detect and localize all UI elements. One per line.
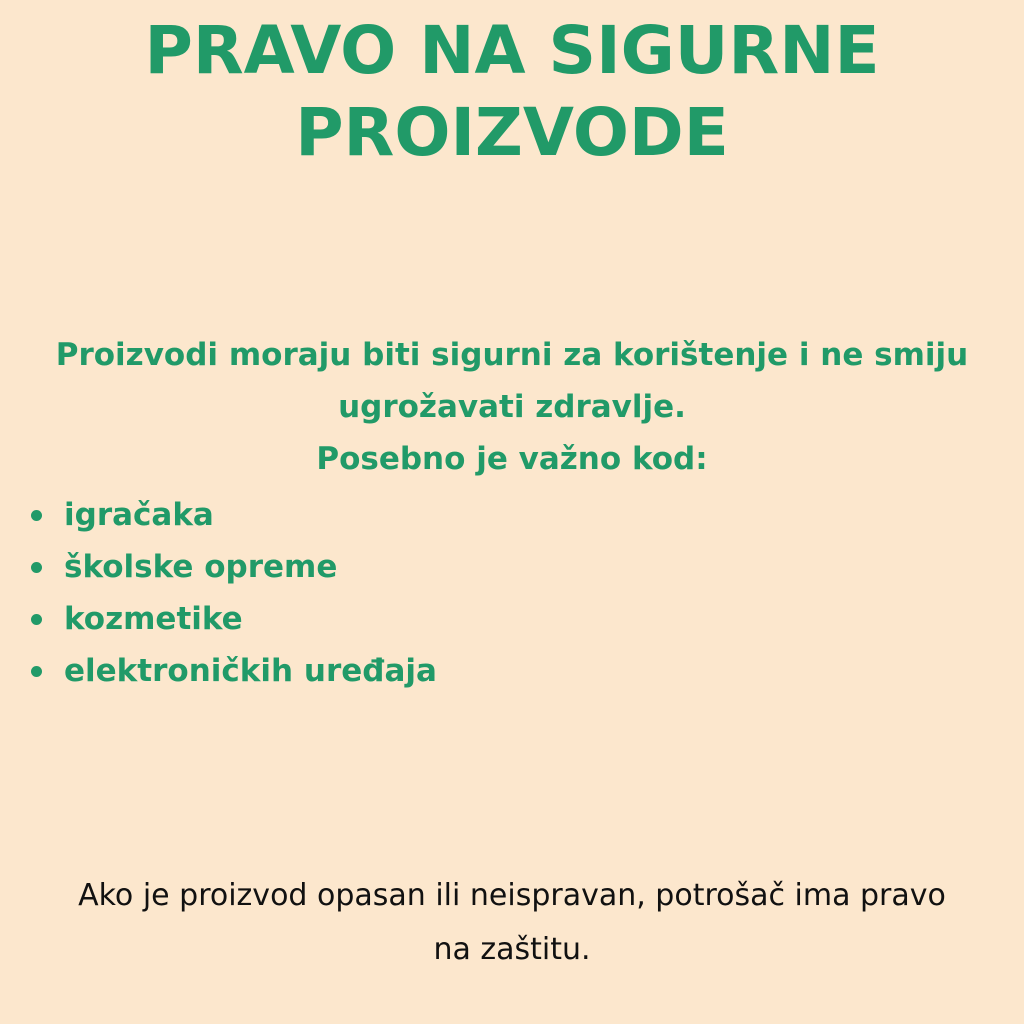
- intro-line-2: ugrožavati zdravlje.: [338, 389, 686, 425]
- list-item: [22, 489, 437, 541]
- intro-line-1: Proizvodi moraju biti sigurni za korištenje i ne smiju: [55, 337, 969, 373]
- product-category-list: [22, 489, 437, 697]
- title-line-2: PROIZVODE: [295, 94, 729, 171]
- intro-line-3: Posebno je važno kod:: [316, 441, 708, 477]
- bullet-icon: [31, 614, 42, 625]
- list-item-label: elektroničkih uređaja: [64, 653, 437, 689]
- list-item: [22, 541, 437, 593]
- list-item-label: školske opreme: [64, 549, 338, 585]
- bullet-icon: [31, 562, 42, 573]
- list-item: [22, 645, 437, 697]
- list-item-label: igračaka: [64, 497, 214, 533]
- title-line-1: PRAVO NA SIGURNE: [144, 12, 880, 89]
- intro-text: [0, 329, 1024, 485]
- list-item: [22, 593, 437, 645]
- footer-text: [0, 869, 1024, 977]
- bullet-icon: [31, 666, 42, 677]
- footer-line-2: na zaštitu.: [433, 932, 591, 967]
- list-item-label: kozmetike: [64, 601, 243, 637]
- footer-line-1: Ako je proizvod opasan ili neispravan, potrošač ima pravo: [78, 878, 946, 913]
- bullet-icon: [31, 510, 42, 521]
- page-title: [0, 10, 1024, 174]
